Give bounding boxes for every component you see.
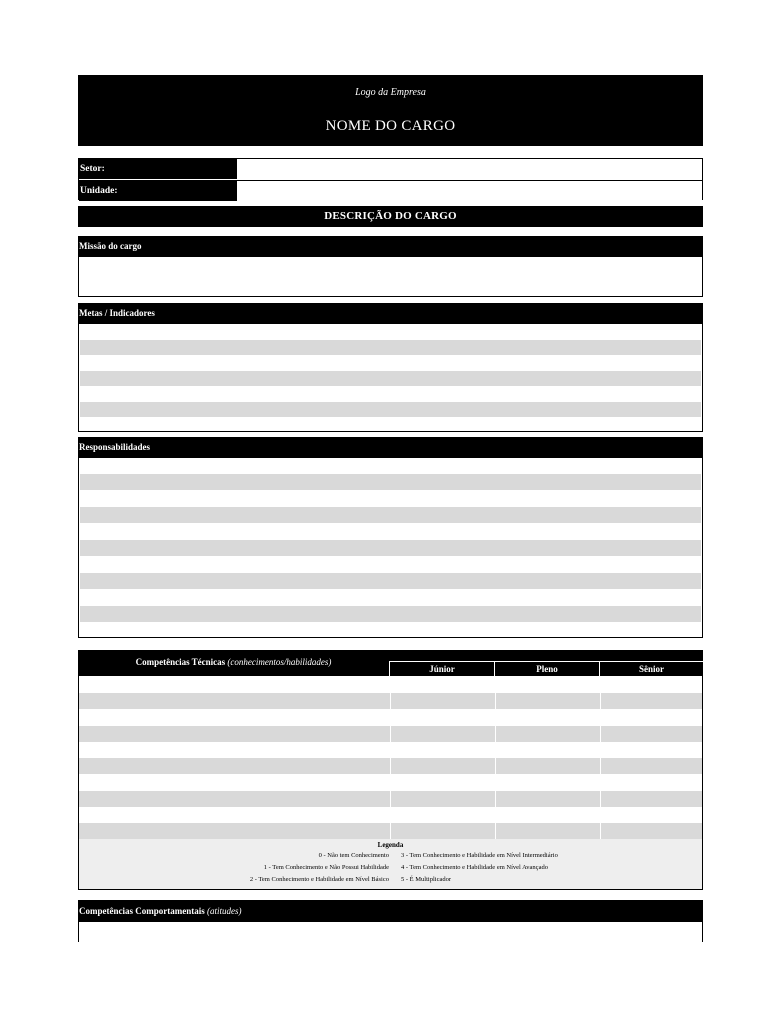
- info-table: [78, 158, 703, 200]
- legend-item: 0 - Não tem Conhecimento: [318, 852, 389, 859]
- legend-item: 2 - Tem Conhecimento e Habilidade em Nível Básico: [249, 876, 389, 883]
- responsabilidades-header: Responsabilidades: [78, 437, 703, 457]
- section-title: DESCRIÇÃO DO CARGO: [78, 206, 703, 227]
- responsabilidades-row-stripe: [80, 507, 701, 523]
- competencias-tecnicas-title: [78, 657, 389, 667]
- responsabilidades-row-stripe: [80, 606, 701, 622]
- column-divider: [600, 676, 601, 839]
- legend-item: 1 - Tem Conhecimento e Não Possui Habilidade: [263, 864, 389, 871]
- metas-row-stripe: [80, 371, 701, 386]
- metas-field[interactable]: [78, 323, 703, 432]
- unidade-row: [79, 180, 702, 201]
- column-divider: [495, 676, 496, 839]
- legend-item: 5 - É Multiplicador: [401, 876, 452, 883]
- level-senior: Sênior: [599, 661, 703, 676]
- competencias-tecnicas-table: [78, 676, 703, 890]
- setor-row: [79, 159, 702, 179]
- metas-header: Metas / Indicadores: [78, 303, 703, 323]
- column-divider: [390, 676, 391, 839]
- competencias-tecnicas-label: Competências Técnicas: [135, 657, 226, 667]
- missao-field[interactable]: [78, 256, 703, 297]
- competencias-tecnicas-sublabel: (conhecimentos/habilidades): [227, 657, 332, 667]
- responsabilidades-row-stripe: [80, 474, 701, 490]
- legend-item: 3 - Tem Conhecimento e Habilidade em Nível Intermediário: [401, 852, 558, 859]
- setor-field[interactable]: [237, 159, 702, 179]
- competencias-comportamentais-sublabel: (atitudes): [206, 906, 242, 916]
- competencias-comportamentais-label: Competências Comportamentais: [79, 906, 205, 916]
- responsabilidades-field[interactable]: [78, 457, 703, 638]
- header-banner: [78, 75, 703, 146]
- unidade-field[interactable]: [237, 181, 702, 201]
- competencias-comportamentais-header: [78, 900, 703, 922]
- legend-title: Legenda: [377, 841, 404, 849]
- level-pleno: Pleno: [494, 661, 599, 676]
- competencias-comportamentais-field[interactable]: [78, 922, 703, 942]
- setor-label: Setor:: [79, 159, 237, 179]
- responsabilidades-row-stripe: [80, 540, 701, 556]
- responsabilidades-row-stripe: [80, 573, 701, 589]
- legend: [79, 839, 702, 889]
- legend-item: 4 - Tem Conhecimento e Habilidade em Nível Avançado: [401, 864, 548, 871]
- job-title: NOME DO CARGO: [325, 118, 456, 134]
- company-logo-placeholder: Logo da Empresa: [355, 87, 426, 98]
- metas-row-stripe: [80, 402, 701, 417]
- level-junior: Júnior: [389, 661, 494, 676]
- missao-header: Missão do cargo: [78, 236, 703, 256]
- unidade-label: Unidade:: [79, 181, 237, 201]
- competencias-tecnicas-header: [78, 650, 703, 676]
- metas-row-stripe: [80, 340, 701, 355]
